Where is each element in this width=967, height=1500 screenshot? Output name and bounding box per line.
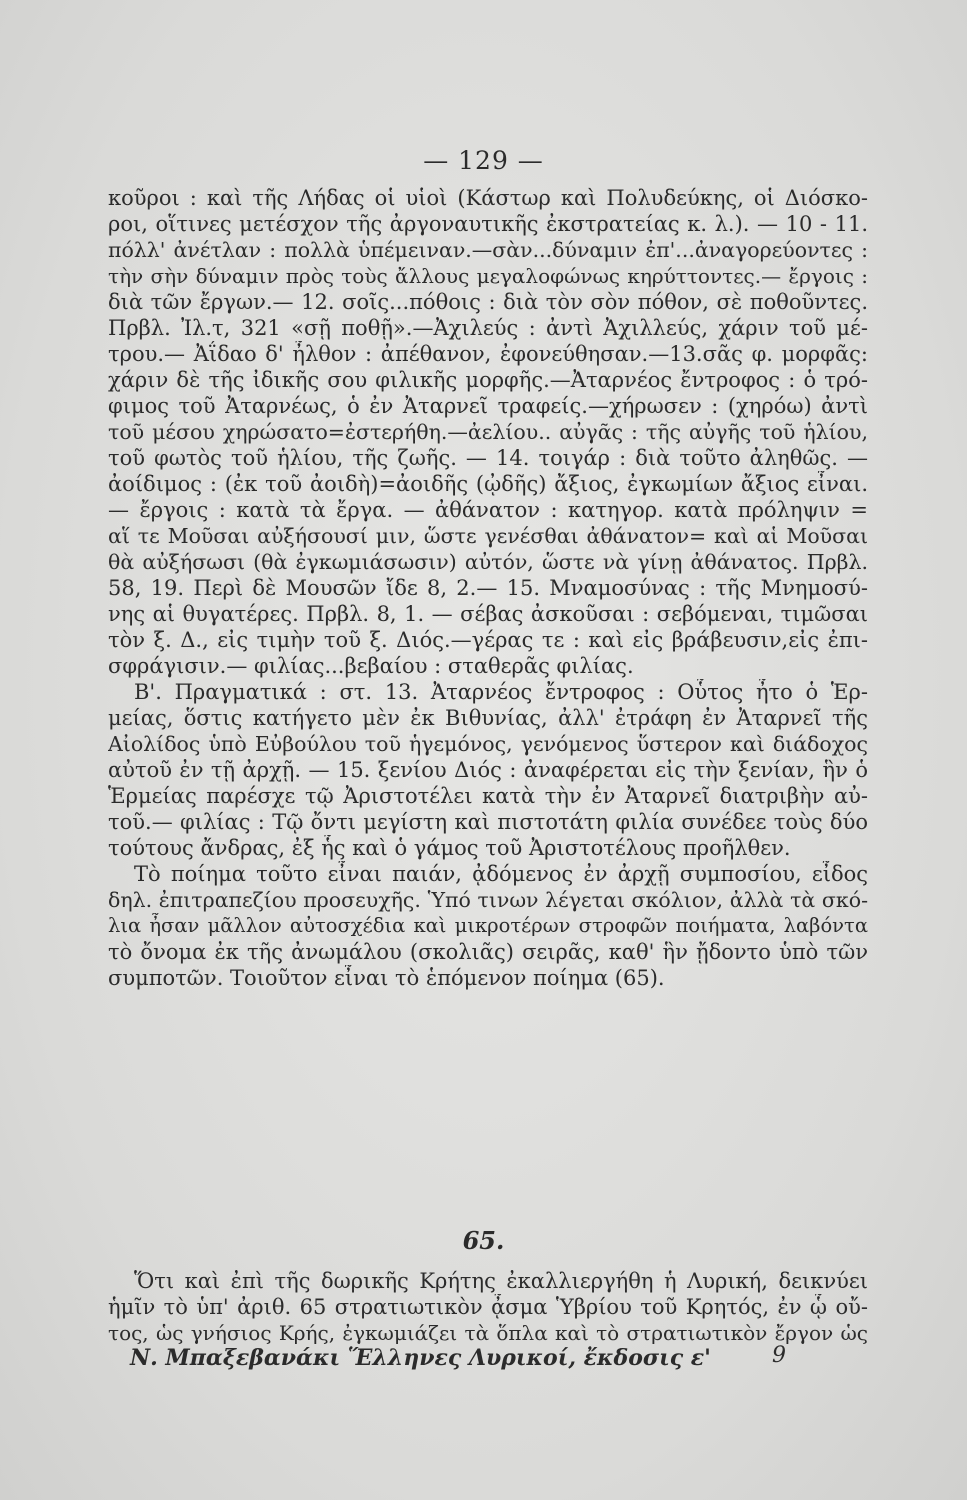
text-line: νης αἱ θυγατέρες. Πρβλ. 8, 1. — σέβας ἀσκοῦσαι : σεβόμεναι, τιμῶσαι: [108, 602, 868, 626]
text-line: ἀοίδιμος : (ἐκ τοῦ ἀοιδὴ)=ἀοιδῆς (ᾠδῆς) ἄξιος, ἐγκωμίων ἄξιος εἶναι.: [108, 472, 868, 496]
section-text: [108, 1268, 868, 1346]
text-line: 58, 19. Περὶ δὲ Μουσῶν ἴδε 8, 2.— 15. Μναμοσύνας : τῆς Μνημοσύ-: [108, 576, 868, 600]
text-line: σφράγισιν.— φιλίας...βεβαίου : σταθερᾶς φιλίας.: [108, 654, 634, 678]
text-line: τούτους ἄνδρας, ἐξ ἧς καὶ ὁ γάμος τοῦ Ἀριστοτέλους προῆλθεν.: [108, 836, 791, 860]
signature-mark: 9: [772, 1343, 786, 1368]
text-line: φιμος τοῦ Ἀταρνέως, ὁ ἐν Ἀταρνεῖ τραφείς.—χήρωσεν : (χηρόω) ἀντὶ: [108, 394, 868, 418]
page-number: — 129 —: [423, 146, 544, 175]
text-line: διὰ τῶν ἔργων.— 12. σοῖς...πόθοις : διὰ τὸν σὸν πόθον, σὲ ποθοῦντες.: [108, 290, 868, 314]
text-line: μείας, ὅστις κατήγετο μὲν ἐκ Βιθυνίας, ἀλλ' ἐτράφη ἐν Ἀταρνεῖ τῆς: [108, 706, 868, 730]
footer-book-title: Ν. Μπαξεβανάκι Ἕλληνες Λυρικοί, ἔκδοσις ε': [130, 1345, 711, 1371]
text-line: αἵ τε Μοῦσαι αὐξήσουσί μιν, ὥστε γενέσθαι ἀθάνατον= καὶ αἱ Μοῦσαι: [108, 524, 868, 548]
text-line: συμποτῶν. Τοιοῦτον εἶναι τὸ ἑπόμενον ποίημα (65).: [108, 966, 665, 990]
text-line: — ἔργοις : κατὰ τὰ ἔργα. — ἀθάνατον : κατηγορ. κατὰ πρόληψιν =: [108, 498, 868, 522]
text-line: τος, ὡς γνήσιος Κρής, ἐγκωμιάζει τὰ ὅπλα καὶ τὸ στρατιωτικὸν ἔργον ὡς: [108, 1321, 868, 1345]
text-line: τοῦ φωτὸς τοῦ ἡλίου, τῆς ζωῆς. — 14. τοιγάρ : διὰ τοῦτο ἀληθῶς. —: [108, 446, 868, 470]
text-line: Πρβλ. Ἰλ.τ, 321 «σῇ ποθῇ».—Ἀχιλεύς : ἀντὶ Ἀχιλλεύς, χάριν τοῦ μέ-: [108, 316, 868, 340]
text-line: Ἑρμείας παρέσχε τῷ Ἀριστοτέλει κατὰ τὴν ἐν Ἀταρνεῖ διατριβὴν αὐ-: [108, 784, 868, 808]
text-line: Τὸ ποίημα τοῦτο εἶναι παιάν, ᾀδόμενος ἐν ἀρχῇ συμποσίου, εἶδος: [134, 862, 868, 886]
text-line: τοῦ.— φιλίας : Τῷ ὄντι μεγίστη καὶ πιστοτάτη φιλία συνέδεε τοὺς δύο: [108, 810, 868, 834]
text-line: τὸ ὄνομα ἐκ τῆς ἀνωμάλου (σκολιᾶς) σειρᾶς, καθ' ἣν ᾔδοντο ὑπὸ τῶν: [108, 940, 868, 964]
text-line: κοῦροι : καὶ τῆς Λήδας οἱ υἱοὶ (Κάστωρ καὶ Πολυδεύκης, οἱ Διόσκο-: [108, 186, 868, 210]
text-line: τοῦ μέσου χηρώσατο=ἐστερήθη.—ἀελίου.. αὐγᾶς : τῆς αὐγῆς τοῦ ἡλίου,: [108, 420, 868, 444]
text-line: πόλλ' ἀνέτλαν : πολλὰ ὑπέμειναν.—σὰν...δύναμιν ἐπ'...ἀναγορεύοντες :: [108, 238, 868, 262]
text-line: Β'. Πραγματικά : στ. 13. Ἀταρνέος ἔντροφος : Οὗτος ἦτο ὁ Ἑρ-: [134, 680, 868, 704]
text-line: Αἰολίδος ὑπὸ Εὐβούλου τοῦ ἡγεμόνος, γενόμενος ὕστερον καὶ διάδοχος: [108, 732, 868, 756]
text-line: θὰ αὐξήσωσι (θὰ ἐγκωμιάσωσιν) αὐτόν, ὥστε νὰ γίνῃ ἀθάνατος. Πρβλ.: [108, 550, 868, 574]
text-line: Ὅτι καὶ ἐπὶ τῆς δωρικῆς Κρήτης ἐκαλλιεργήθη ἡ Λυρική, δεικνύει: [134, 1269, 868, 1293]
text-line: αὐτοῦ ἐν τῇ ἀρχῇ. — 15. ξενίου Διός : ἀναφέρεται εἰς τὴν ξενίαν, ἣν ὁ: [108, 758, 868, 782]
text-line: ροι, οἵτινες μετέσχον τῆς ἀργοναυτικῆς ἐκστρατείας κ. λ.). — 10 - 11.: [108, 212, 868, 236]
text-line: τὴν σὴν δύναμιν πρὸς τοὺς ἄλλους μεγαλοφώνως κηρύττοντες.— ἔργοις :: [108, 264, 868, 288]
text-line: τρου.— Ἀΐδαο δ' ἦλθον : ἀπέθανον, ἐφονεύθησαν.—13.σᾶς φ. μορφᾶς:: [108, 342, 868, 366]
commentary-text: [108, 185, 868, 991]
section-number: 65.: [462, 1226, 505, 1255]
text-line: χάριν δὲ τῆς ἰδικῆς σου φιλικῆς μορφῆς.—Ἀταρνέος ἔντροφος : ὁ τρό-: [108, 368, 868, 392]
text-line: ἡμῖν τὸ ὑπ' ἀριθ. 65 στρατιωτικὸν ᾆσμα Ὑβρίου τοῦ Κρητός, ἐν ᾧ οὔ-: [108, 1295, 868, 1319]
text-line: τὸν ξ. Δ., εἰς τιμὴν τοῦ ξ. Διός.—γέρας τε : καὶ εἰς βράβευσιν,εἰς ἐπι-: [108, 628, 868, 652]
text-line: δηλ. ἐπιτραπεζίου προσευχῆς. Ὑπό τινων λέγεται σκόλιον, ἀλλὰ τὰ σκό-: [108, 888, 868, 912]
text-line: λια ἦσαν μᾶλλον αὐτοσχέδια καὶ μικροτέρων στροφῶν ποιήματα, λαβόντα: [108, 914, 868, 937]
